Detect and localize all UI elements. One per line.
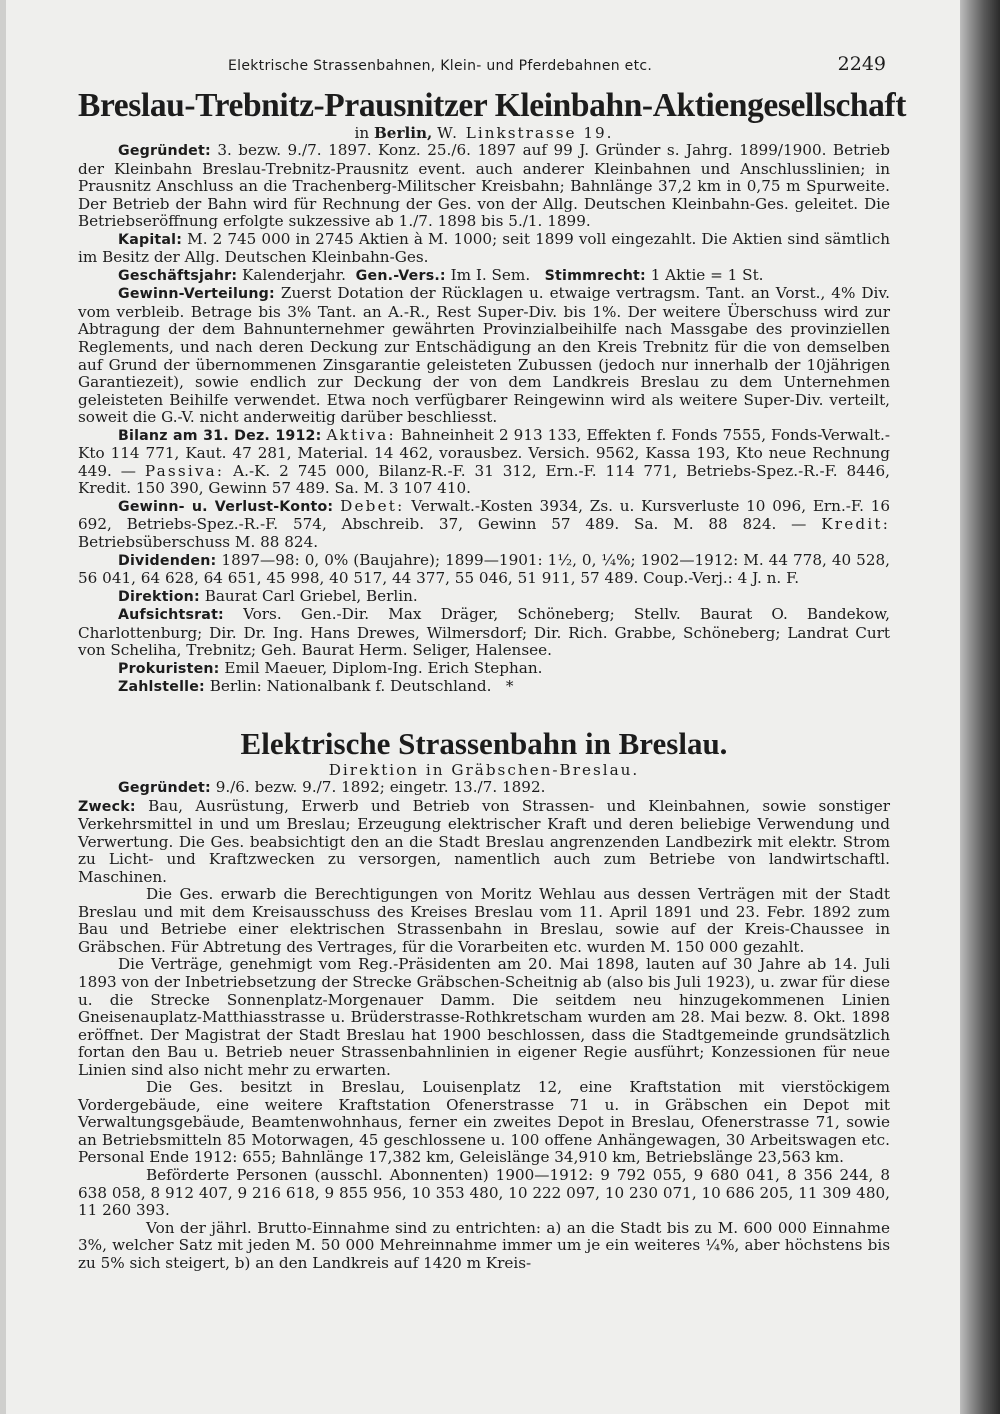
paragraph-besitz: Die Ges. besitzt in Breslau, Louisenplatz 12, eine Kraftstation mit vierstöckigem Vordergebäude, eine weitere Kraftstation Ofenerstrasse 71 u. in Gräbschen ein Depot mit Verwaltungsgebäude, Beamtenwohnhaus, ferner ein zweites Depot in Breslau, Ofenerstrasse 71, sowie an Betriebsmitteln 85 Motorwagen, 45 geschlossene u. 100 offene Anhängewagen, 30 Arbeitswagen etc. Personal Ende 1912: 655; Bahnlänge 17,382 km, Geleislänge 34,910 km, Betriebslänge 23,563 km.: [78, 1078, 890, 1167]
section-text: Vors. Gen.-Dir. Max Dräger, Schöneberg; Stellv. Baurat O. Bandekow, Charlottenburg; Dir. Dr. Ing. Hans Drewes, Wilmersdorf; Dir. Rich. Grabbe, Schöneberg; Landrat Curt von Scheliha, Trebnitz; Geh. Baurat Herm. Seliger, Halensee.: [78, 605, 890, 660]
kredit-label: Kredit:: [821, 515, 891, 534]
section-text: Im I. Sem.: [450, 265, 531, 284]
paragraph-brutto-einnahme: Von der jährl. Brutto-Einnahme sind zu entrichten: a) an die Stadt bis zu M. 600 000 Einnahme 3%, welcher Satz mit jeden M. 50 000 Mehreinnahme immer um je ein weiteres ¼%, aber höchstens bis zu 5% sich steigert, b) an den Landkreis auf 1420 m Kreis-: [78, 1218, 890, 1272]
company-entry-breslau-trebnitz: [78, 87, 907, 697]
section-direktion: [78, 588, 890, 607]
section-text: Bau, Ausrüstung, Erwerb und Betrieb von Strassen- und Kleinbahnen, sowie sonstiger Verkehrsmittel in und um Breslau; Erzeugung elektrischer Kraft und deren beliebige Verwendung und Verwertung. Die Ges. beabsichtigt den an die Stadt Breslau angrenzenden Landbezirk mit elektr. Strom zu Licht- und Kraftzwecken zu versorgen, namentlich auch zum Betriebe von landwirtschaftl. Maschinen.: [78, 796, 890, 886]
text-column: [78, 52, 907, 1272]
section-text: Betriebsüberschuss M. 88 824.: [78, 533, 319, 552]
location-city: Berlin,: [373, 124, 433, 142]
aktiva-label: Aktiva:: [326, 425, 396, 444]
company-entry-elektrische-strassenbahn-breslau: [78, 727, 890, 1272]
paragraph-vertraege: Die Verträge, genehmigt vom Reg.-Präsidenten am 20. Mai 1898, lauten auf 30 Jahre ab 14. Juli 1893 von der Inbetriebsetzung der Strecke Gräbschen-Scheitnig ab (also bis Juli 1923), u. zwar für diese u. die Strecke Sonnenplatz-Morgenauer Damm. Die seitdem neu hinzugekommenen Linien Gneisenauplatz-Matthiasstrasse u. Brüderstrasse-Rothkretscham wurden am 28. Mai bezw. 8. Okt. 1898 eröffnet. Der Magistrat der Stadt Breslau hat 1900 beschlossen, dass die Stadtgemeinde grundsätzlich fortan den Bau u. Betrieb neuer Strassenbahnlinien in eigener Regie ausführt; Konzessionen für neue Linien sind also nicht mehr zu erwarten.: [78, 955, 890, 1079]
section-gegruendet: [78, 142, 890, 231]
location-address: W. Linkstrasse 19.: [437, 124, 614, 142]
section-label: Gewinn- u. Verlust-Konto:: [118, 498, 334, 515]
footnote-mark: *: [505, 677, 514, 696]
section-label: Aufsichtsrat:: [118, 607, 224, 624]
section-text: 1897—98: 0, 0% (Baujahre); 1899—1901: 1½, 0, ¼%; 1902—1912: M. 44 778, 40 528, 56 041, 64 628, 64 651, 45 998, 40 517, 44 377, 55 046, 51 911, 57 489. Coup.-Verj.: 4 J. n. F.: [78, 550, 890, 588]
section-label: Direktion:: [118, 588, 200, 605]
section-text: M. 2 745 000 in 2745 Aktien à M. 1000; seit 1899 voll eingezahlt. Die Aktien sind sämtlich im Besitz der Allg. Deutschen Kleinbahn-Ges.: [78, 229, 890, 267]
company-title: Breslau-Trebnitz-Prausnitzer Kleinbahn-Aktiengesellschaft: [78, 87, 907, 124]
section-label: Dividenden:: [118, 552, 217, 569]
company-location: [78, 124, 890, 142]
section-label: Prokuristen:: [118, 660, 220, 677]
page-number: 2249: [837, 53, 886, 75]
section-label: Stimmrecht:: [544, 267, 646, 284]
company-title: Elektrische Strassenbahn in Breslau.: [240, 725, 728, 761]
section-kapital: [78, 231, 890, 267]
section-dividenden: [78, 552, 890, 588]
section-text: Berlin: Nationalbank f. Deutschland.: [209, 677, 492, 696]
paragraph-erwerb: Die Ges. erwarb die Berechtigungen von Moritz Wehlau aus dessen Verträgen mit der Stadt Breslau und mit dem Kreisausschuss des Kreises Breslau vom 11. April 1891 und 23. Febr. 1892 zum Bau und Betriebe einer elektrischen Strassenbahn in Breslau, sowie auf der Kreis-Chaussee in Gräbschen. Für Abtretung des Vertrages, für die Vorarbeiten etc. wurden M. 150 000 gezahlt.: [78, 885, 890, 956]
section-text: Zuerst Dotation der Rücklagen u. etwaige vertragsm. Tant. an Vorst., 4% Div. vom verbleib. Betrage bis 3% Tant. an A.-R., Rest Super-Div. bis 1%. Der weitere Überschuss wird zur Abtragung der dem Bahnunternehmer gewährten Provinzialbeihilfe nach Massgabe des provinziellen Reglements, und nach deren Deckung zur Entschädigung an den Kreis Trebnitz für die von demselben auf Grund der übernommenen Zinsgarantie geleisteten Zubussen (jedoch nur innerhalb der 10jährigen Garantiezeit), sowie endlich zur Deckung der von dem Landkreis Breslau zu dem Unternehmen geleisteten Beihilfe verwendet. Etwa noch verfügbarer Reingewinn wird als weitere Super-Div. verteilt, soweit die G.-V. nicht anderweitig darüber beschliesst.: [78, 284, 891, 427]
section-zahlstelle: [78, 678, 890, 697]
section-text: Verwalt.-Kosten 3934, Zs. u. Kursverluste 10 096, Ern.-F. 16 692, Betriebs-Spez.-R.-F. 574, Abschreib. 37, Gewinn 57 489. Sa. M. 88 824. —: [78, 496, 891, 534]
location-prefix: in: [354, 124, 370, 142]
section-text: A.-K. 2 745 000, Bilanz-R.-F. 31 312, Ern.-F. 114 771, Betriebs-Spez.-R.-F. 8446, Kredit. 150 390, Gewinn 57 489. Sa. M. 3 107 410.: [78, 461, 890, 498]
company-direktion-line: [78, 761, 890, 779]
section-label: Gegründet:: [118, 779, 211, 796]
running-title: Elektrische Strassenbahnen, Klein- und Pferdebahnen etc.: [228, 58, 653, 74]
section-guv: [78, 498, 890, 552]
passiva-label: Passiva:: [144, 461, 225, 480]
section-label: Bilanz am 31. Dez. 1912:: [118, 427, 322, 444]
direktion-line-text: Direktion in Gräbschen-Breslau.: [328, 760, 640, 779]
section-label: Gen.-Vers.:: [355, 267, 446, 284]
section-text: 9./6. bezw. 9./7. 1892; eingetr. 13./7. 1892.: [215, 777, 546, 796]
running-header: [78, 52, 890, 88]
section-label: Kapital:: [118, 231, 183, 248]
debet-label: Debet:: [340, 496, 405, 515]
section-text: 1 Aktie = 1 St.: [650, 265, 764, 284]
section-aufsichtsrat: [78, 606, 890, 660]
section-text: 3. bezw. 9./7. 1897. Konz. 25./6. 1897 auf 99 J. Gründer s. Jahrg. 1899/1900. Betrieb der Kleinbahn Breslau-Trebnitz-Prausnitz event. auch anderer Kleinbahnen und Anschlusslinien; in Prausnitz Anschluss an die Trachenberg-Militscher Kreisbahn; Bahnlänge 37,2 km in 0,75 m Spurweite. Der Betrieb der Bahn wird für Rechnung der Ges. von der Allg. Deutschen Kleinbahn-Ges. geleitet. Die Betriebseröffnung erfolgte sukzessive ab 1./7. 1898 bis 5./1. 1899.: [78, 141, 891, 231]
section-zweck: [78, 798, 890, 887]
section-geschaeftsjahr: [78, 267, 890, 286]
section-label: Zahlstelle:: [118, 679, 205, 696]
paragraph-befoerderte-personen: Beförderte Personen (ausschl. Abonnenten) 1900—1912: 9 792 055, 9 680 041, 8 356 244, 8 638 058, 8 912 407, 9 216 618, 9 855 956, 10 353 480, 10 222 097, 10 230 071, 10 686 205, 11 309 480, 11 260 393.: [78, 1165, 890, 1220]
section-label: Geschäftsjahr:: [118, 267, 238, 284]
section-text: Emil Maeuer, Diplom-Ing. Erich Stephan.: [224, 658, 543, 677]
section-bilanz: [78, 427, 890, 498]
section-gewinn-verteilung: [78, 285, 890, 426]
section-label: Gewinn-Verteilung:: [118, 286, 275, 303]
section-text: Kalenderjahr.: [242, 265, 346, 284]
section-text: Baurat Carl Griebel, Berlin.: [204, 586, 418, 605]
book-binding-shadow: [960, 0, 1000, 1414]
section-label: Gegründet:: [118, 143, 211, 159]
page-left-edge: [0, 0, 6, 1414]
section-prokuristen: [78, 660, 890, 679]
section-label: Zweck:: [78, 798, 136, 815]
section-gegruendet: [78, 779, 890, 798]
section-text: Bahneinheit 2 913 133, Effekten f. Fonds 7555, Fonds-Verwalt.-Kto 114 771, Kaut. 47 281, Material. 14 462, vorausbez. Versich. 9562, Kassa 193, Kto neue Rechnung 449. —: [78, 425, 891, 480]
